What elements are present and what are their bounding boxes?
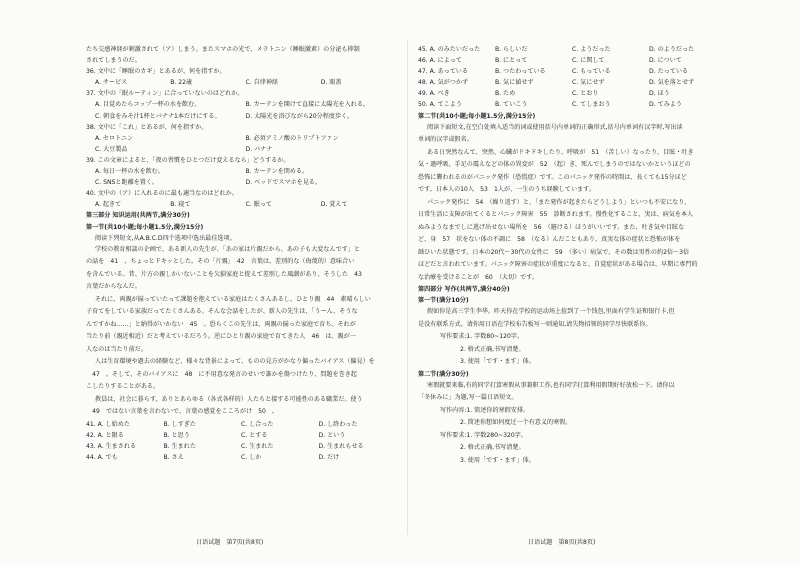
answer-option: D. てみよう [649,101,682,109]
answer-option: C. SNSと距離を置く。 [95,179,158,187]
question-40: 40. 文中の（ア）に入れるのに最も適当なのはどれか。 [86,190,238,198]
answer-option: D. 眼盖 [320,79,342,87]
answer-option: B. 寝て [170,201,191,209]
question-37: 37. 文中の「眠ルーティン」に合っていないのはどれか。 [86,90,244,98]
answer-option: B. と思う [163,431,190,439]
section-heading: 第四部分 写作(共两节,满分40分) [418,286,510,294]
options-49 [418,88,726,99]
page-footer-7: 日语试题 第7页(共8页) [196,539,264,546]
answer-option: B. カーテンを閉める。 [245,168,309,176]
passage-line: 当たり前（親近相近）だと考えているだろう。逆にひとり親の家庭で育てきた人 46 は、親が一 [86,333,356,341]
instruction-line: 阅读下面短文,在空白处填入适当的词或使用括号内单词的正确形式,括号内单词有汉字时,写出读 [427,123,683,131]
passage-line: 蝕ひいた状態です。日本の20代～30代の女性に 59 （多い）病気で、その数は男性の約2倍～3倍 [418,248,690,256]
answer-option: C. 自律神経 [245,79,279,87]
options-42 [86,430,396,441]
section-heading: 第三部分 知识运用(共两节,满分30分) [86,212,190,220]
answer-option: A. 起きて [95,201,122,209]
answer-option: 44. A. でも [86,453,118,461]
passage-line: な治療を受けることが 60 （大切）です。 [418,273,538,281]
subsection-heading: 第二节(满分30分) [418,370,469,378]
prompt-line: 寒假就要来临,有的同学打算寒假从事兼职工作,也有同学打算利用假期好好放松一下。请你以 [427,381,675,389]
passage-line: ほどだと言われています。パニック障害の症状が重度になると、自覚症状がある場合は、早期に専門的 [418,261,698,269]
passage-line: の話を 41 、ちょっとドキッとした。その「片親」 42 言葉は、差別的な（侮蔑的）意味合い [86,258,355,266]
answer-option: D. ほう [649,90,670,98]
options-39-cd [86,177,396,188]
question-38: 38. 文中に「これ」とあるが、何を指すか。 [86,123,208,131]
answer-option: B. しすぎた [163,420,196,428]
question-36: 36. 文中に「睡眠のカギ」とあるが、何を指すか。 [86,68,226,76]
answer-option: C. てしまおう [572,101,611,109]
options-39-ab [86,166,396,177]
answer-option: 42. A. と限る [86,431,124,439]
answer-option: 49. A. べき [418,90,450,98]
passage-line: たち交感神経が刺激されて（ア）しまう。またスマホの光で、メラトニン（睡眠激素）の分泌も抑制 [86,46,360,53]
answer-option: C. し合った [241,420,274,428]
requirement-line: 2. 简述你想如何度过一个有意义的寒假。 [460,419,572,427]
requirement-line: 2. 格式正确,书写清楚。 [460,444,525,452]
answer-option: A. サービス [95,79,128,87]
passage-line: ぬみようなまでしに逃げ出せない場所を 56 （避ける）ほうがいいです。また、吐き気や目眩な [418,223,685,231]
passage-line: こしたりすることがある。 [86,383,160,391]
passage-line: 人なのは当たり前だ。 [86,345,147,353]
center-divider [407,40,408,535]
answer-option: B. らしいだ [495,46,528,53]
answer-option: 46. A. によって [418,57,462,65]
answer-option: D. だけ [318,453,340,461]
answer-option: B. カーテンを開けて直接に太陽光を入れる。 [245,101,370,109]
page-7-column [86,44,396,532]
answer-option: D. という [318,431,346,439]
subsection-heading: 第一节(满分10分) [418,297,469,305]
passage-line: 47 。そして、そのバイアスに 48 に不用意な発言のせいで誰かを傷つけたり、問題を巻き起 [86,370,357,378]
passage-line: 日常生活に支障が出てくるとパニック障害 55 診断されます。慢性化すること、実は、病気を本人 [418,211,694,219]
answer-option: B. 22歳 [170,79,193,87]
requirement-line: 3. 使用「です・ます」体。 [460,456,535,464]
answer-option: B. ていこう [495,101,528,109]
instruction-line: 单词的汉字或假名。 [418,136,473,144]
passage-line: 学校の教育相談の企画で、ある新人の先生が、「あの家は片親だから、あの子も大変なんです」と [95,245,360,253]
answer-option: C. とする [241,431,268,439]
answer-option: 50. A. てこよう [418,101,462,109]
passage-line: 子育てをしている家族だってたくさんある。そんな会話をしたが、新人の先生は、「うーん、そうな [86,308,358,316]
answer-option: B. ため [495,90,516,98]
page-8-column [418,44,726,532]
options-47 [418,66,726,77]
options-46 [418,55,726,66]
answer-option: B. 生まれた [163,442,196,450]
answer-option: D. 太陽光を浴びながら20分程度歩く。 [245,112,354,120]
answer-option: B. 必須アミノ酸のトリプトファン [245,134,339,142]
answer-option: C. ようだった [572,46,611,53]
passage-line: 言葉だからなんだ。 [86,283,141,291]
answer-option: C. 気にせず [572,79,605,87]
options-44 [86,452,396,463]
prompt-line: 假如你是高三学生李华。昨天你在学校的运动场上捡到了一个钱包,里面有学生证和银行卡,但 [427,308,675,316]
requirement-line: 3. 使用「です・ます」体。 [460,358,535,366]
options-38-cd [86,144,396,155]
answer-option: D. 生まれもせる [318,442,364,450]
options-43 [86,441,396,452]
answer-option: 48. A. 気がつかず [418,79,469,87]
options-48 [418,77,726,88]
answer-option: C. とおり [572,90,599,98]
answer-option: D. し終わった [318,420,358,428]
answer-option: 41. A. し始めた [86,420,130,428]
answer-option: C. 生まれた [241,442,274,450]
passage-line: んですかね……」と納得がいかない 45 。恐らくこの先生は、両親の揃った家庭で育ち、それが [86,320,356,328]
options-45 [418,44,726,55]
answer-option: D. について [649,57,682,65]
answer-option: C. しか [241,453,262,461]
answer-option: B. つたわっている [495,68,546,76]
subsection-heading: 第二节(共10小题;每小题1.5分,满分15分) [418,112,536,120]
answer-option: A. セロトニン [95,134,134,142]
requirement-line: 写作要求:1. 字数280~320字。 [440,431,527,439]
answer-option: D. のようだった [649,46,695,53]
answer-option: 43. A. 生まされる [86,442,137,450]
subsection-heading: 第一节(共10小题;每小题1.5分,满分15分) [86,223,204,231]
passage-line: です。日本人の10人 53 1人が、一生のうち経験しています。 [418,186,595,194]
passage-line: ある日突然なんて、突然、心臓がドキドキしたり、呼吸が 51 （苦しい）なったり、目眩・吐き [427,148,694,156]
passage-line: それに、両親が揃っていたって課題を抱えている家庭はたくさんあるし、ひとり親 44 素晴らしい [95,295,371,303]
answer-option: C. 朝食をみそ汁1杯とバナナ1本だけにする。 [95,112,221,120]
answer-option: D. ベッドでスマホを見る。 [245,179,321,187]
answer-option: B. 気に値せず [495,79,534,87]
answer-option: 47. A. あっている [418,68,468,76]
options-40 [86,199,396,210]
instruction-line: 阅读下列短文,从A.B.C.D四个选项中选出最佳选项。 [95,234,236,242]
passage-line: 49 ではない言葉を言わないで、言葉の感覚をこころがけ 50 。 [86,408,279,416]
answer-option: C. もっている [572,68,611,76]
answer-option: D. たっている [649,68,689,76]
answer-option: B. にとって [495,57,528,65]
options-50 [418,99,726,110]
passage-line: 恐怖に襲われるのがパニック発作（恐慌症）です。このパニック発作の時間は、長くても15分ほど [418,173,687,181]
prompt-line: 「冬休みに」为题,写一篇日语短文。 [418,394,518,402]
passage-line: ど、身 57 状をない体の不調に 58 （なる）んだこともあり、真実な体の症状と恐怖が体を [418,236,681,244]
question-39: 39. この文章によると、「夜の習慣をひとつだけ変えるなら」どうするか。 [86,156,290,164]
requirement-line: 2. 格式正确,书写清楚。 [460,345,525,353]
answer-option: D. 覚えて [320,201,348,209]
answer-option: 45. A. のみたいだった [418,46,481,53]
requirement-line: 写作内容:1. 简述你的寒假安排。 [440,406,530,414]
passage-line: を含んでいる。昔、片方の親しかいないことを欠損家庭と捉えて差別した風潮があり、そうした 43 [86,270,362,278]
page-footer-8: 日语试题 第8页(共8页) [528,539,596,546]
answer-option: A. 目覚めたらコップ一杯の水を飲む。 [95,101,201,109]
answer-option: D. 気を落とせず [649,79,695,87]
options-36 [86,77,396,88]
passage-line: されてしまうのだ。 [86,57,141,65]
answer-option: C. に関して [572,57,605,65]
answer-option: C. 大豆製品 [95,145,128,153]
passage-line: 気・過呼吸、手足の震えなどの体の異変が 52 （起）き、死んでしまうのではないかというほどの [418,161,691,169]
options-37-cd [86,111,396,122]
prompt-line: 是没有联系方式。请你用日语在学校布告板写一则通知,请失物招领的同学尽快联系你。 [418,320,652,328]
passage-line: 教員は、社会に暮らす、ありとあらゆる（各式各样的）人たちと接する可能性のある職業だ。使う [95,395,363,403]
options-41 [86,419,396,430]
options-38-ab [86,133,396,144]
options-37-ab [86,99,396,110]
passage-line: 人は生育環境や過去の経験など、様々な背景によって、ものの見方がかなり偏ったバイアス（偏見）を [95,358,375,366]
answer-option: B. さえ [163,453,184,461]
answer-option: D. バナナ [245,145,273,153]
requirement-line: 写作要求:1. 字数80~120字。 [440,333,524,341]
answer-option: C. 眠って [245,201,272,209]
answer-option: A. 毎日一杯の水を飲む。 [95,168,164,176]
passage-line: パニック発作に 54 （繰り返す）と、「また発作が起きたらどうしよう」といつも不安になり、 [427,198,691,206]
